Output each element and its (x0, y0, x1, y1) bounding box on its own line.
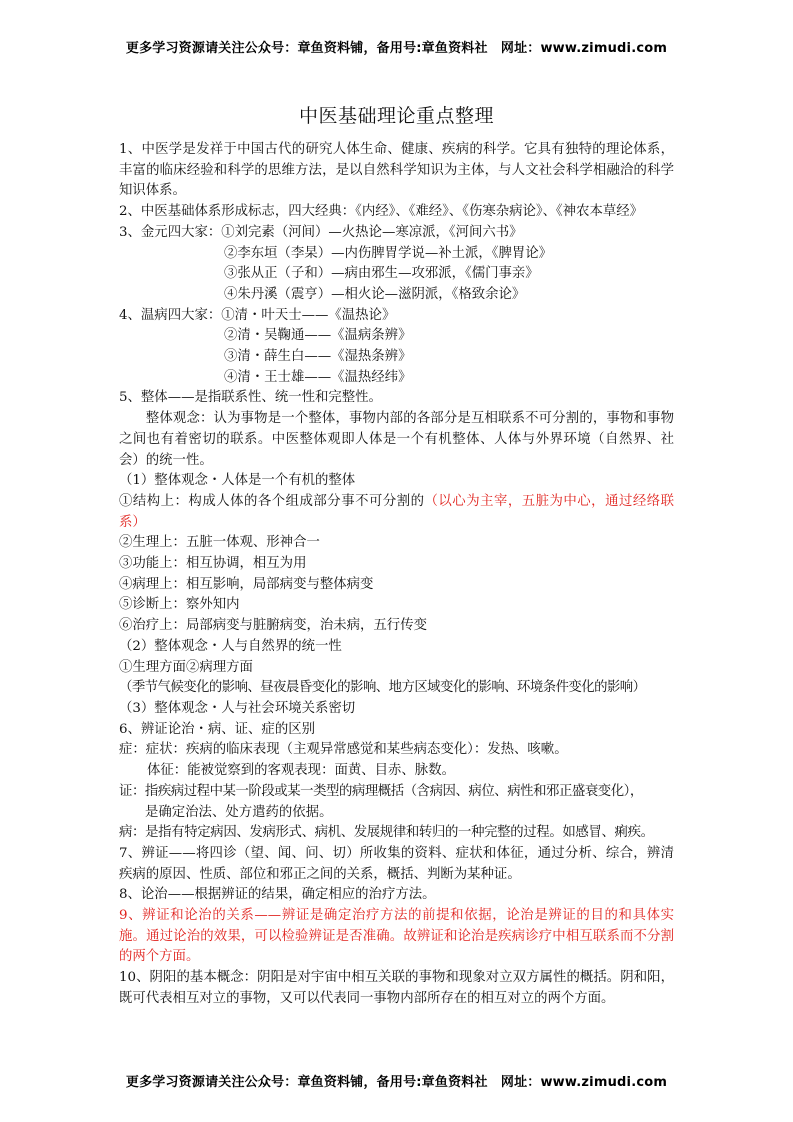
treatment-line: ⑥治疗上：局部病变与脏腑病变，治未病，五行传变 (119, 618, 427, 634)
nature-aspects-line: ①生理方面②病理方面 (119, 659, 253, 675)
pathology-line: ④病理上：相互影响，局部病变与整体病变 (119, 576, 374, 592)
holism-heading-1: （1）整体观念・人体是一个有机的整体 (119, 473, 356, 489)
structure-text: ①结构上：构成人体的各个组成部分事不可分割的 (119, 493, 425, 509)
holism-heading-2: （2）整体观念・人与自然界的统一性 (119, 638, 342, 654)
paragraph-1: 1、中医学是发祥于中国古代的研究人体生命、健康、疾病的科学。它具有独特的理论体系，丰富的临床经验和科学的思维方法，是以自然科学知识为主体，与人文社会科学相融洽的科学知识体系。 (119, 142, 674, 199)
paragraph-7: 7、辨证——将四诊（望、闻、问、切）所收集的资料、症状和体征，通过分析、综合，辨清疾病的原因、性质、部位和邪正之间的关系，概括、判断为某种证。 (119, 845, 674, 882)
nature-influences-line: （季节气候变化的影响、昼夜晨昏变化的影响、地方区域变化的影响、环境条件变化的影响） (119, 680, 646, 696)
disease-line: 病：是指有特定病因、发病形式、病机、发展规律和转归的一种完整的过程。如感冒、痢疾。 (119, 825, 654, 841)
paragraph-8: 8、论治——根据辨证的结果，确定相应的治疗方法。 (119, 887, 436, 903)
diagnosis-line: ⑤诊断上：察外知内 (119, 597, 240, 613)
wenbing-line-4: ④清・王士雄——《温热经纬》 (224, 369, 412, 385)
jinyuan-line-1: 3、金元四大家：①刘完素（河间）—火热论—寒凉派，《河间六书》 (119, 224, 523, 240)
footer-banner: 更多学习资源请关注公众号：章鱼资料铺，备用号:章鱼资料社 网址：www.zimudi.com (125, 1075, 668, 1090)
physiology-line: ②生理上：五脏一体观、形神合一 (119, 535, 320, 551)
page-title: 中医基础理论重点整理 (298, 105, 494, 127)
structure-line (119, 492, 674, 533)
paragraph-holism: 整体观念：认为事物是一个整体，事物内部的各部分是互相联系不可分割的，事物和事物之间也有着密切的联系。中医整体观即人体是一个有机整体、人体与外界环境（自然界、社会）的统一性。 (119, 411, 674, 468)
header-banner: 更多学习资源请关注公众号：章鱼资料铺，备用号:章鱼资料社 网址：www.zimudi.com (125, 41, 668, 56)
sign-line: 体征：能被觉察到的客观表现：面黄、目赤、脉数。 (147, 763, 455, 779)
function-line: ③功能上：相互协调，相互为用 (119, 556, 307, 572)
structure-note-red: （以心为主宰，五脏为中心，通过经络联系） (119, 493, 675, 530)
paragraph-2: 2、中医基础体系形成标志，四大经典：《内经》、《难经》、《伤寒杂病论》、《神农本草经》 (119, 204, 644, 220)
paragraph-10: 10、阴阳的基本概念：阴阳是对宇宙中相互关联的事物和现象对立双方属性的概括。阴和阳，既可代表相互对立的事物，又可以代表同一事物内部所存在的相互对立的两个方面。 (119, 970, 674, 1006)
jinyuan-line-3: ③张从正（子和）—病由邪生—攻邪派，《儒门事亲》 (224, 266, 539, 282)
jinyuan-line-4: ④朱丹溪（震亨）—相火论—滋阴派，《格致余论》 (224, 286, 526, 302)
paragraph-9-red: 9、辨证和论治的关系——辨证是确定治疗方法的前提和依据，论治是辨证的目的和具体实施。通过论治的效果，可以检验辨证是否准确。故辨证和论治是疾病诊疗中相互联系而不分割的两个方面。 (119, 908, 674, 965)
symptom-line: 症：症状：疾病的临床表现（主观异常感觉和某些病态变化）：发热、咳嗽。 (119, 742, 568, 758)
paragraph-5: 5、整体——是指联系性、统一性和完整性。 (119, 390, 382, 406)
jinyuan-line-2: ②李东垣（李杲）—内伤脾胃学说—补土派，《脾胃论》 (224, 245, 553, 261)
syndrome-line: 证：指疾病过程中某一阶段或某一类型的病理概括（含病因、病位、病性和邪正盛衰变化）， (119, 783, 643, 799)
wenbing-line-3: ③清・薛生白——《湿热条辨》 (224, 349, 412, 365)
paragraph-6: 6、辨证论治・病、证、症的区别 (119, 721, 315, 737)
document-body (119, 101, 674, 1010)
wenbing-line-1: 4、温病四大家：①清・叶天士——《温热论》 (119, 307, 396, 323)
syndrome-line-cont: 是确定治法、处方遣药的依据。 (145, 804, 333, 820)
wenbing-line-2: ②清・吴鞠通——《温病条辨》 (224, 328, 412, 344)
holism-heading-3: （3）整体观念・人与社会环境关系密切 (119, 700, 356, 716)
